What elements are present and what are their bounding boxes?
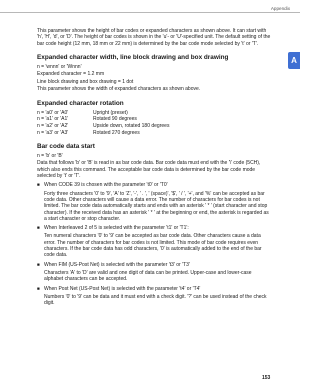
- header-rule: [0, 12, 300, 13]
- rotation-desc: Upside down, rotated 180 degrees: [93, 123, 170, 130]
- bullet-heading: When CODE 39 is chosen with the parameter 't0' or 'T0': [44, 182, 168, 189]
- bullet-icon: ■: [37, 285, 40, 291]
- bullet-item: [37, 182, 271, 188]
- rotation-heading: Expanded character rotation: [37, 99, 124, 107]
- expanded-description: This parameter shows the width of expanded characters as shown above.: [37, 86, 201, 93]
- rotation-desc: Upright (preset): [93, 109, 128, 116]
- bullet-body: Ten numeral characters '0' to '9' can be accepted as bar code data. Other characters cause a data error. The number of characters for bar codes is not limited. This mode of bar code requires even characters. If the bar code data has odd characters, '0' is automatically added to the end of the bar code data.: [44, 233, 262, 259]
- bullet-icon: ■: [37, 261, 40, 267]
- bullet-item: [37, 262, 271, 268]
- expanded-param: n = 'wnnn' or 'Wnnn': [37, 63, 82, 70]
- appendix-tab: A: [288, 52, 300, 69]
- bullet-body: Numbers '0' to '9' can be data and it must end with a check digit. '?' can be used instead of the check digit.: [44, 293, 267, 307]
- bullet-heading: When Interleaved 2 of 5 is selected with the parameter 't1' or 'T1':: [44, 225, 189, 232]
- bullet-item: [37, 286, 271, 292]
- bullet-body: Forty three characters '0' to '9', 'A' to 'Z', '-', ' . ', ' (space)', '$', ' / ', '+', and '%' can be accepted as bar code data. Other characters will cause a data error. The number of characters for bar codes is not limited. The bar code data automatically starts and ends with an asterisk ' * ' (start character and stop character). If the received data has an asterisk ' * ' at the beginning or end, the asterisk is regarded as a start character or stop character.: [44, 190, 269, 222]
- rotation-desc: Rotated 270 degrees: [93, 129, 140, 136]
- bullet-icon: ■: [37, 182, 40, 188]
- line-block-size: Line block drawing and box drawing = 1 dot: [37, 78, 134, 85]
- barcode-paragraph: Data that follows 'b' or 'B' is read in as bar code data. Bar code data must end with the '\' code (5CH), which also ends this command. The acceptable bar code data is determined by the bar code mode selected by 't' or 'T'.: [37, 160, 261, 180]
- rotation-row: [37, 110, 271, 116]
- document-body: [37, 28, 271, 309]
- rotation-code: n = 'a1' or 'A1': [37, 116, 69, 123]
- rotation-code: n = 'a0' or 'A0': [37, 109, 69, 116]
- barcode-param: n = 'b' or 'B': [37, 153, 63, 159]
- page-number: 153: [262, 375, 271, 381]
- expanded-char-size: Expanded character = 1.2 mm: [37, 71, 105, 78]
- bullet-item: [37, 225, 271, 231]
- rotation-row: [37, 123, 271, 129]
- intro-paragraph: This parameter shows the height of bar codes or expanded characters as shown above. It can start with 'h', 'H', 'd', or 'D'. The height of bar codes is shown in the 'u'- or 'U'-specified unit. The default setting of the bar code height (12 mm, 18 mm or 22 mm) is determined by the bar code mode selected by 't' or 'T'.: [37, 28, 271, 47]
- bullet-icon: ■: [37, 225, 40, 231]
- rotation-row: [37, 130, 271, 136]
- rotation-row: [37, 116, 271, 122]
- page-header-section: Appendix: [270, 6, 290, 11]
- bullet-heading: When FIM (US-Post Net) is selected with the parameter 't3' or 'T3': [44, 261, 190, 268]
- rotation-desc: Rotated 90 degrees: [93, 116, 137, 123]
- bullet-heading: When Post Net (US-Post Net) is selected with the parameter 't4' or 'T4': [44, 285, 201, 292]
- bullet-body: Characters 'A' to 'D' are valid and one digit of data can be printed. Upper-case and lower-case alphabet characters can be accepted.: [44, 269, 252, 283]
- barcode-heading: Bar code data start: [37, 143, 95, 150]
- expanded-width-heading: Expanded character width, line block drawing and box drawing: [37, 53, 229, 61]
- rotation-code: n = 'a2' or 'A2': [37, 123, 69, 130]
- rotation-code: n = 'a3' or 'A3': [37, 129, 69, 136]
